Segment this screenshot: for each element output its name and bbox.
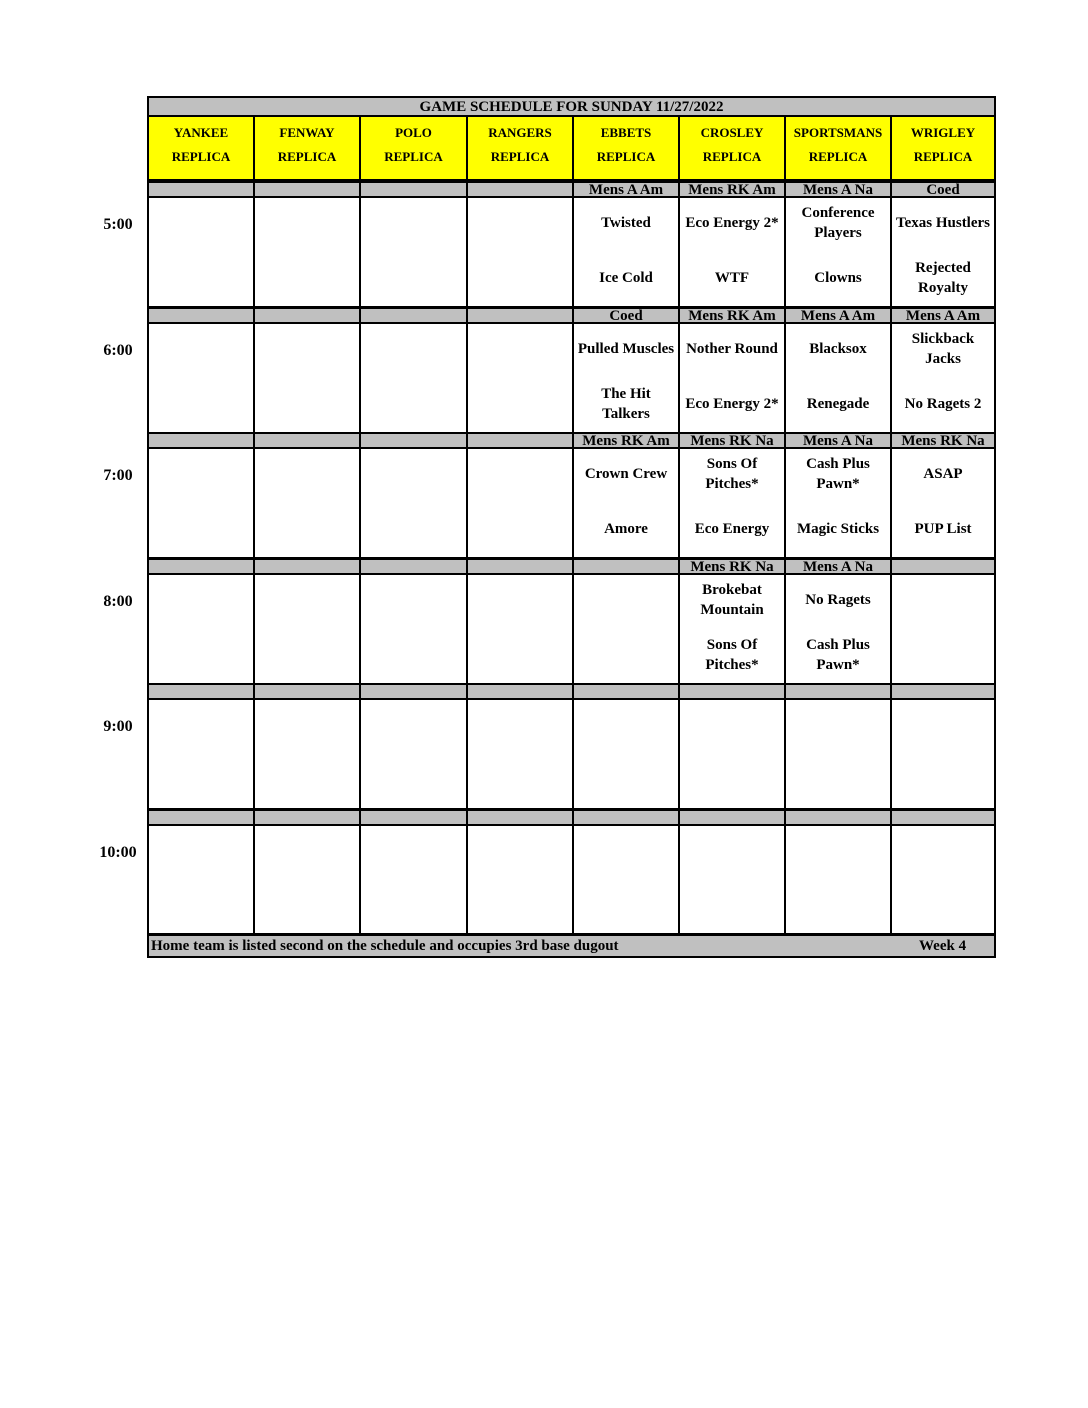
field-subtitle: REPLICA	[702, 149, 762, 164]
away-team: Twisted	[601, 215, 651, 231]
division-label: Mens A Am	[890, 307, 996, 324]
game-cell	[253, 826, 361, 935]
division-label	[147, 307, 255, 324]
division-label	[253, 683, 361, 700]
away-team	[468, 828, 572, 874]
away-team: No Ragets	[805, 592, 871, 608]
home-team	[574, 883, 678, 929]
division-label: Mens RK Na	[678, 558, 786, 575]
game-cell	[678, 700, 786, 810]
division-label	[466, 558, 574, 575]
home-team	[149, 255, 253, 301]
game-cell	[466, 198, 574, 308]
division-label: Coed	[890, 181, 996, 198]
home-team: Cash Plus Pawn*	[806, 637, 870, 673]
home-team	[255, 632, 359, 678]
division-label	[890, 809, 996, 826]
game-cell	[466, 449, 574, 559]
game-cell	[890, 198, 996, 308]
home-team: Magic Sticks	[796, 521, 880, 537]
home-team: Sons Of Pitches*	[705, 637, 759, 673]
home-team	[468, 757, 572, 803]
away-team	[892, 702, 994, 748]
division-label: Mens A Na	[784, 181, 892, 198]
away-team	[255, 451, 359, 497]
away-team	[255, 200, 359, 246]
division-label	[359, 809, 468, 826]
home-team: The Hit Talkers	[601, 386, 651, 422]
home-team	[255, 506, 359, 552]
field-subtitle: REPLICA	[913, 149, 973, 164]
division-label	[466, 683, 574, 700]
away-team	[361, 451, 466, 497]
away-team: Cash Plus Pawn*	[806, 456, 870, 492]
time-label: 7:00	[103, 467, 133, 484]
home-team: Clowns	[814, 270, 862, 286]
away-team: ASAP	[923, 466, 963, 482]
field-name: RANGERS	[488, 125, 552, 140]
away-team	[468, 200, 572, 246]
away-team	[149, 451, 253, 497]
home-team	[149, 506, 253, 552]
home-team	[468, 632, 572, 678]
field-subtitle: REPLICA	[490, 149, 550, 164]
home-team	[361, 255, 466, 301]
division-label: Mens RK Na	[890, 432, 996, 449]
away-team	[361, 326, 466, 372]
away-team	[149, 326, 253, 372]
division-label	[359, 307, 468, 324]
division-label	[253, 558, 361, 575]
footer-bar	[147, 934, 996, 958]
field-header-polo	[359, 117, 468, 181]
field-name: POLO	[395, 125, 432, 140]
division-label	[678, 809, 786, 826]
away-team: Blacksox	[809, 341, 867, 357]
game-cell	[678, 575, 786, 685]
game-cell	[147, 575, 255, 685]
home-team	[255, 255, 359, 301]
game-cell	[890, 324, 996, 434]
game-cell	[678, 198, 786, 308]
home-team	[574, 757, 678, 803]
game-cell	[572, 575, 680, 685]
game-cell	[147, 826, 255, 935]
game-cell	[678, 324, 786, 434]
division-label	[784, 683, 892, 700]
away-team: Sons Of Pitches*	[705, 456, 759, 492]
field-header-wrigley	[890, 117, 996, 181]
home-team	[149, 757, 253, 803]
home-team: Eco Energy 2*	[685, 396, 779, 412]
division-label: Mens A Na	[784, 432, 892, 449]
home-team: Eco Energy	[694, 521, 770, 537]
home-team	[468, 255, 572, 301]
game-cell	[466, 700, 574, 810]
home-team	[468, 381, 572, 427]
game-cell	[572, 826, 680, 935]
division-label: Mens A Am	[572, 181, 680, 198]
game-cell	[359, 449, 468, 559]
home-team: No Ragets 2	[904, 396, 982, 412]
field-subtitle: REPLICA	[277, 149, 337, 164]
field-name: SPORTSMANS	[793, 125, 883, 140]
away-team: Texas Hustlers	[895, 215, 991, 231]
game-cell	[678, 449, 786, 559]
division-label	[466, 432, 574, 449]
away-team	[680, 702, 784, 748]
away-team	[892, 828, 994, 874]
game-cell	[359, 575, 468, 685]
game-cell	[147, 198, 255, 308]
away-team: Brokebat Mountain	[700, 582, 764, 618]
away-team	[361, 200, 466, 246]
field-name: EBBETS	[600, 125, 652, 140]
division-label	[784, 809, 892, 826]
game-cell	[890, 826, 996, 935]
game-cell	[572, 324, 680, 434]
division-label	[147, 432, 255, 449]
division-label	[147, 181, 255, 198]
away-team	[786, 828, 890, 874]
home-team	[468, 883, 572, 929]
away-team	[361, 828, 466, 874]
game-cell	[890, 575, 996, 685]
division-label	[466, 809, 574, 826]
home-team	[892, 632, 994, 678]
game-cell	[359, 700, 468, 810]
game-cell	[784, 198, 892, 308]
division-label	[466, 307, 574, 324]
division-label	[572, 558, 680, 575]
game-cell	[784, 575, 892, 685]
division-label: Mens A Na	[784, 558, 892, 575]
game-cell	[359, 324, 468, 434]
away-team	[468, 326, 572, 372]
division-label	[466, 181, 574, 198]
game-cell	[784, 324, 892, 434]
away-team	[574, 702, 678, 748]
home-team: Ice Cold	[599, 270, 653, 286]
division-label	[253, 432, 361, 449]
home-team	[361, 757, 466, 803]
away-team	[468, 702, 572, 748]
away-team	[574, 577, 678, 623]
time-label: 8:00	[103, 593, 133, 610]
week-label: Week 4	[919, 938, 967, 954]
away-team	[255, 577, 359, 623]
game-cell	[359, 198, 468, 308]
field-header-rangers	[466, 117, 574, 181]
game-cell	[253, 449, 361, 559]
division-label: Mens RK Am	[572, 432, 680, 449]
field-header-crosley	[678, 117, 786, 181]
division-label	[253, 181, 361, 198]
home-team	[680, 883, 784, 929]
division-label	[890, 558, 996, 575]
field-header-yankee	[147, 117, 255, 181]
away-team	[892, 577, 994, 623]
home-team	[361, 506, 466, 552]
away-team	[786, 702, 890, 748]
away-team: Eco Energy 2*	[685, 215, 779, 231]
field-name: YANKEE	[173, 125, 229, 140]
division-label	[678, 683, 786, 700]
home-team: PUP List	[914, 521, 972, 537]
away-team	[468, 577, 572, 623]
game-cell	[466, 826, 574, 935]
schedule-title: GAME SCHEDULE FOR SUNDAY 11/27/2022	[147, 96, 996, 117]
field-subtitle: REPLICA	[384, 149, 443, 164]
home-team	[149, 381, 253, 427]
field-header-sportsmans	[784, 117, 892, 181]
game-cell	[784, 826, 892, 935]
home-team	[255, 883, 359, 929]
game-cell	[253, 700, 361, 810]
away-team	[149, 702, 253, 748]
home-team	[149, 883, 253, 929]
division-label	[147, 809, 255, 826]
home-team	[468, 506, 572, 552]
game-cell	[147, 700, 255, 810]
time-label: 6:00	[103, 342, 133, 359]
game-cell	[572, 700, 680, 810]
footer-note: Home team is listed second on the schedule and occupies 3rd base dugout	[151, 938, 619, 954]
division-label: Mens RK Na	[678, 432, 786, 449]
home-team	[574, 632, 678, 678]
field-subtitle: REPLICA	[808, 149, 868, 164]
home-team	[680, 757, 784, 803]
game-cell	[572, 198, 680, 308]
game-cell	[466, 575, 574, 685]
game-cell	[572, 449, 680, 559]
game-cell	[147, 324, 255, 434]
field-subtitle: REPLICA	[171, 149, 231, 164]
away-team: Conference Players	[801, 205, 875, 241]
division-label	[572, 809, 680, 826]
away-team: Crown Crew	[584, 466, 668, 482]
field-subtitle: REPLICA	[596, 149, 656, 164]
home-team: Rejected Royalty	[915, 260, 971, 296]
game-cell	[678, 826, 786, 935]
away-team	[149, 828, 253, 874]
division-label	[359, 558, 468, 575]
division-label	[147, 683, 255, 700]
home-team	[361, 632, 466, 678]
division-label: Mens A Am	[784, 307, 892, 324]
game-cell	[147, 449, 255, 559]
time-label: 10:00	[99, 844, 137, 861]
division-label	[359, 432, 468, 449]
division-label: Coed	[572, 307, 680, 324]
division-label	[890, 683, 996, 700]
away-team	[361, 702, 466, 748]
home-team: Amore	[604, 521, 648, 537]
home-team	[786, 883, 890, 929]
division-label	[359, 683, 468, 700]
game-cell	[253, 324, 361, 434]
game-cell	[890, 449, 996, 559]
field-name: CROSLEY	[700, 125, 764, 140]
home-team: WTF	[714, 270, 750, 286]
time-label: 5:00	[103, 216, 133, 233]
home-team	[892, 883, 994, 929]
away-team	[680, 828, 784, 874]
game-cell	[253, 198, 361, 308]
home-team	[361, 381, 466, 427]
away-team	[255, 702, 359, 748]
away-team	[255, 828, 359, 874]
division-label	[253, 809, 361, 826]
division-label	[572, 683, 680, 700]
away-team	[574, 828, 678, 874]
away-team	[149, 200, 253, 246]
division-label: Mens RK Am	[678, 181, 786, 198]
game-cell	[253, 575, 361, 685]
game-cell	[359, 826, 468, 935]
game-cell	[784, 700, 892, 810]
time-label: 9:00	[103, 718, 133, 735]
division-label: Mens RK Am	[678, 307, 786, 324]
home-team	[892, 757, 994, 803]
away-team: Pulled Muscles	[577, 341, 675, 357]
field-header-ebbets	[572, 117, 680, 181]
division-label	[147, 558, 255, 575]
home-team	[149, 632, 253, 678]
game-cell	[784, 449, 892, 559]
away-team: Slickback Jacks	[911, 331, 975, 367]
field-header-fenway	[253, 117, 361, 181]
field-name: FENWAY	[279, 125, 335, 140]
game-cell	[466, 324, 574, 434]
away-team	[361, 577, 466, 623]
field-name: WRIGLEY	[910, 125, 976, 140]
division-label	[253, 307, 361, 324]
away-team: Nother Round	[686, 341, 778, 357]
division-label	[359, 181, 468, 198]
game-cell	[890, 700, 996, 810]
away-team	[255, 326, 359, 372]
home-team: Renegade	[806, 396, 870, 412]
away-team	[149, 577, 253, 623]
home-team	[255, 757, 359, 803]
away-team	[468, 451, 572, 497]
home-team	[255, 381, 359, 427]
home-team	[361, 883, 466, 929]
home-team	[786, 757, 890, 803]
